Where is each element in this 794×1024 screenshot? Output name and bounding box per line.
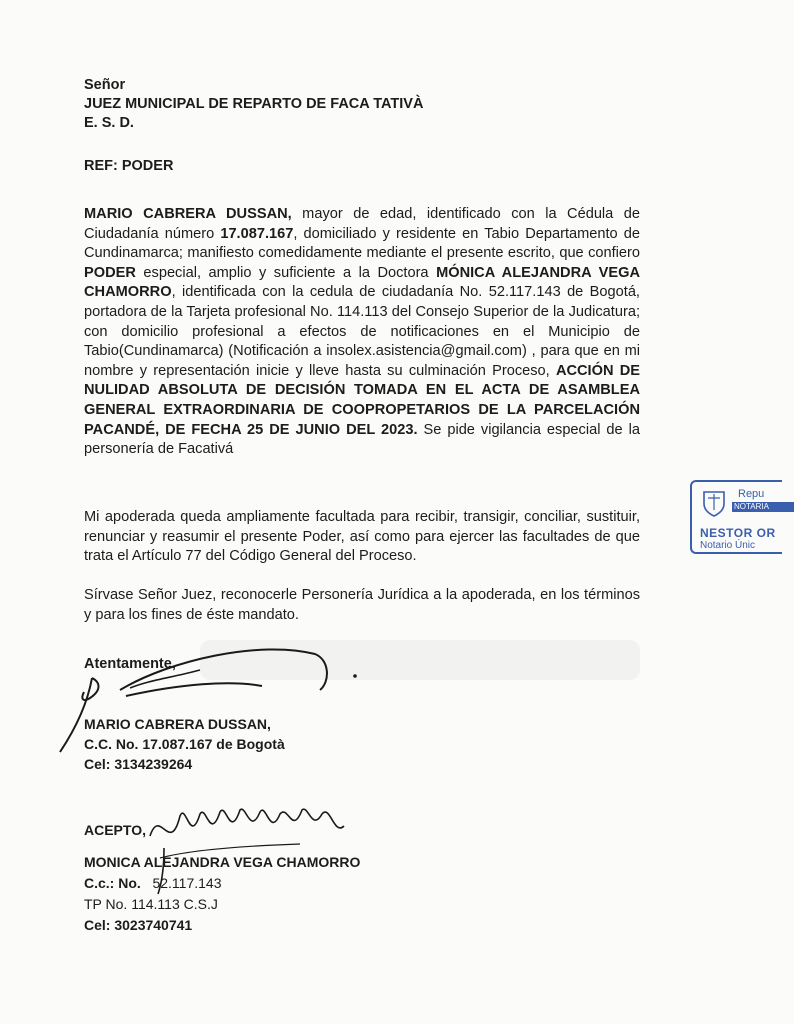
coat-of-arms-icon (700, 488, 728, 518)
text-segment: Se pide vigilancia especial de la personería de Facativá (84, 421, 640, 458)
stamp-notary-title: Notario Únic (700, 540, 756, 551)
action-title: ACCIÓN DE NULIDAD ABSOLUTA DE DECISIÓN TOMADA EN EL ACTA DE ASAMBLEA GENERAL EXTRAORDINARIA DE COOPROPETARIOS DE LA PARCELACIÓN PACANDÉ, DE FECHA 25 DE JUNIO DEL 2023. (84, 362, 641, 438)
request-paragraph: Sírvase Señor Juez, reconocerle Personería Jurídica a la apoderada, en los términos y para los fines de éste mandato. (84, 587, 640, 623)
faculties-paragraph: Mi apoderada queda ampliamente facultada para recibir, transigir, conciliar, sustituir, renunciar y reasumir el presente Poder, así como para ejercer las facultades de que trata el Artículo 77 del Código General del Proceso. (84, 509, 640, 565)
reference-line: REF: PODER (84, 158, 174, 174)
stamp-notary-name: NESTOR OR (700, 526, 776, 540)
attorney-professional-card: TP No. 114.113 C.S.J (84, 896, 218, 912)
salutation: Señor (84, 77, 126, 93)
text-segment: , identificada con la cedula de ciudadanía No. 52.117.143 de Bogotá, portadora de la Tarjeta profesional No. 114.113 del Consejo Superior de la Judicatura; con domicilio profesional a efectos de notificaciones en el Municipio de Tabio(Cundinamarca) (Notificación a insolex.asistencia@gmail.com) , para que en mi nombre y representación inicie y lleve hasta su culminación Proceso, (84, 284, 640, 379)
grantor-signer-phone: Cel: 3134239264 (84, 756, 193, 772)
attorney-signer-id (84, 873, 360, 894)
id-value: 52.117.143 (152, 875, 222, 891)
grantor-name: MARIO CABRERA DUSSAN, (84, 206, 292, 222)
text-segment: , domiciliado y residente en Tabio Departamento de Cundinamarca; manifiesto comedidamente mediante el presente escrito, que confiero (84, 225, 640, 262)
id-label: C.c.: No. (84, 875, 141, 891)
text-segment: mayor de edad, identificado con la Cédula de Ciudadanía número (84, 206, 640, 242)
attorney-signer-name: MONICA ALEJANDRA VEGA CHAMORRO (84, 854, 361, 870)
closing: Atentamente, (84, 656, 176, 672)
stamp-top-text: Repu (738, 488, 765, 500)
notary-stamp (690, 480, 782, 554)
grantor-id: 17.087.167 (220, 225, 294, 242)
attorney-block (84, 852, 360, 936)
grantor-block (84, 714, 285, 774)
addressee-block (84, 76, 423, 133)
poder-word: PODER (84, 264, 136, 281)
addressee-title: JUEZ MUNICIPAL DE REPARTO DE FACA TATIVÀ (84, 96, 424, 112)
attorney-phone: Cel: 3023740741 (84, 917, 193, 933)
text-segment: especial, amplio y suficiente a la Doctora (135, 264, 437, 281)
grantor-signer-id: C.C. No. 17.087.167 de Bogotà (84, 736, 285, 752)
addressee-abbrev: E. S. D. (84, 115, 134, 131)
attorney-name: MÓNICA ALEJANDRA VEGA CHAMORRO (84, 264, 640, 301)
stamp-band-text: NOTARIA (732, 502, 794, 512)
grantor-signer-name: MARIO CABRERA DUSSAN, (84, 716, 271, 732)
accept-label: ACEPTO, (84, 822, 146, 838)
main-paragraph (84, 205, 640, 460)
